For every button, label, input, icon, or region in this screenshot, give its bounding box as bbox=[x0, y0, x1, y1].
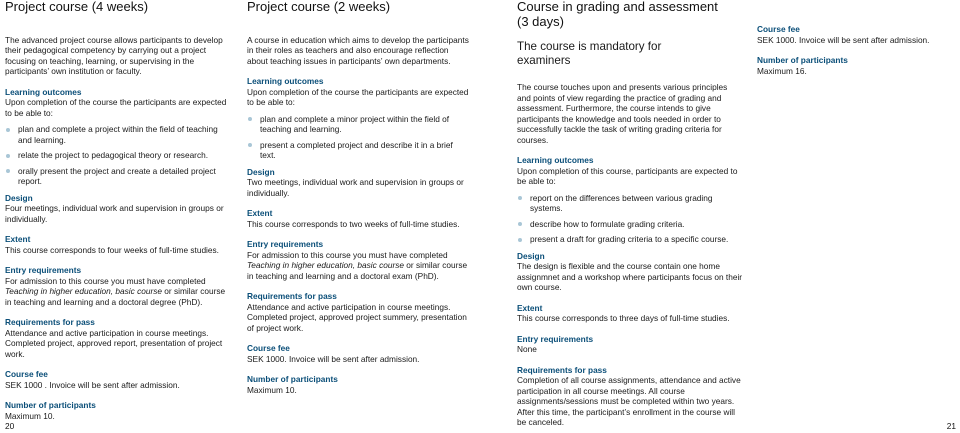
section-text: Completion of all course assignments, attendance and active participation in all course meetings. All course assignments/sessions must be completed within two years. After this time, the participant’s enrollment in the course will be canceled. bbox=[517, 375, 741, 427]
outcomes-list bbox=[5, 124, 233, 187]
outcomes-list bbox=[247, 114, 469, 161]
extent-section bbox=[5, 234, 233, 255]
section-text: For admission to this course you must have completed Teaching in higher education, basic course or similar course in teaching and learning and a doctoral degree (PhD). bbox=[5, 275, 226, 307]
section-text: Maximum 10. bbox=[247, 384, 297, 395]
section-heading: Design bbox=[5, 192, 33, 203]
section-heading: Design bbox=[247, 166, 275, 177]
design-section bbox=[517, 251, 743, 293]
section-text: This course corresponds to four weeks of full-time studies. bbox=[5, 244, 219, 255]
bullet-icon bbox=[6, 169, 10, 173]
list-item: plan and complete a minor project within the field of teaching and learning. bbox=[247, 114, 469, 135]
entry-requirements-section bbox=[517, 334, 743, 355]
section-heading: Learning outcomes bbox=[517, 155, 594, 165]
column-project-course-2-weeks bbox=[247, 0, 469, 395]
section-heading: Entry requirements bbox=[517, 333, 594, 344]
extent-section bbox=[517, 303, 743, 324]
section-text: None bbox=[517, 344, 537, 354]
bullet-icon bbox=[6, 154, 10, 158]
section-text: Upon completion of this course, participants are expected to be able to: bbox=[517, 165, 738, 186]
entry-requirements-section bbox=[5, 265, 233, 307]
requirements-for-pass-section bbox=[247, 291, 469, 333]
bullet-icon bbox=[518, 238, 522, 242]
section-heading: Extent bbox=[247, 208, 273, 218]
page-number-right: 21 bbox=[946, 421, 956, 431]
section-heading: Requirements for pass bbox=[247, 291, 337, 301]
design-section bbox=[247, 167, 469, 199]
learning-outcomes-section bbox=[5, 87, 233, 187]
number-of-participants-section bbox=[5, 400, 233, 421]
bullet-icon bbox=[248, 117, 252, 121]
section-text: Maximum 10. bbox=[5, 410, 55, 421]
list-item: relate the project to pedagogical theory or research. bbox=[5, 150, 233, 161]
section-text: For admission to this course you must have completed Teaching in higher education, basic course or similar course in teaching and learning and a doctoral exam (PhD). bbox=[247, 249, 468, 281]
intro-paragraph: The advanced project course allows participants to develop their pedagogical competency by carrying out a project focusing on teaching, learning, or supervising in the participants’ own institution or faculty. bbox=[5, 34, 223, 76]
section-text: Maximum 16. bbox=[757, 65, 807, 76]
requirements-for-pass-section bbox=[5, 317, 233, 359]
list-item: describe how to formulate grading criteria. bbox=[517, 219, 743, 230]
section-heading: Extent bbox=[517, 302, 543, 313]
section-heading: Learning outcomes bbox=[5, 86, 82, 97]
bullet-icon bbox=[518, 222, 522, 226]
section-title: Project course (2 weeks) bbox=[247, 0, 391, 14]
section-text: Upon completion of the course the participants are expected to be able to: bbox=[247, 86, 469, 107]
section-text: Upon completion of the course the participants are expected to be able to: bbox=[5, 97, 227, 118]
bullet-icon bbox=[518, 196, 522, 200]
column-grading-fee-and-participants bbox=[757, 24, 957, 76]
number-of-participants-section bbox=[247, 374, 469, 395]
bullet-icon bbox=[6, 128, 10, 132]
column-project-course-4-weeks bbox=[5, 0, 233, 421]
section-heading: Number of participants bbox=[757, 55, 848, 65]
section-text: This course corresponds to two weeks of full-time studies. bbox=[247, 218, 460, 229]
number-of-participants-section bbox=[757, 55, 957, 76]
intro-paragraph: The course touches upon and presents various principles and points of view regarding the practice of grading and assessment. Furthermore, the course intends to give participants the knowledge and tools needed in order to successfully tackle the task of writing grading criteria for courses. bbox=[517, 82, 728, 145]
section-text: Two meetings, individual work and supervision in groups or individually. bbox=[247, 177, 464, 198]
section-text: Four meetings, individual work and supervision in groups or individually. bbox=[5, 203, 224, 224]
section-heading: Requirements for pass bbox=[5, 317, 95, 327]
section-heading: Number of participants bbox=[5, 400, 96, 410]
course-fee-section bbox=[757, 24, 957, 45]
list-item: present a draft for grading criteria to a specific course. bbox=[517, 234, 743, 245]
section-heading: Design bbox=[517, 250, 545, 261]
learning-outcomes-section bbox=[517, 155, 743, 245]
extent-section bbox=[247, 208, 469, 229]
column-grading-and-assessment bbox=[517, 0, 743, 428]
requirements-for-pass-section bbox=[517, 365, 743, 428]
section-title: Course in grading and assessment (3 days) bbox=[517, 0, 718, 29]
section-text: SEK 1000 . Invoice will be sent after admission. bbox=[5, 379, 180, 390]
section-heading: Number of participants bbox=[247, 374, 338, 384]
entry-requirements-section bbox=[247, 239, 469, 281]
bullet-icon bbox=[248, 143, 252, 147]
section-heading: Extent bbox=[5, 234, 31, 244]
section-heading: Entry requirements bbox=[247, 239, 324, 249]
course-fee-section bbox=[5, 369, 233, 390]
mandatory-notice: The course is mandatory for examiners bbox=[517, 40, 662, 67]
design-section bbox=[5, 193, 233, 225]
section-heading: Learning outcomes bbox=[247, 76, 324, 86]
section-text: Attendance and active participation in course meetings. Completed project, approved project summery, presentation of project work. bbox=[247, 301, 467, 333]
learning-outcomes-section bbox=[247, 76, 469, 161]
list-item: report on the differences between various grading systems. bbox=[517, 193, 743, 214]
page-number-left: 20 bbox=[5, 421, 15, 431]
section-heading: Course fee bbox=[757, 24, 800, 34]
list-item: present a completed project and describe it in a brief text. bbox=[247, 140, 469, 161]
section-heading: Requirements for pass bbox=[517, 364, 607, 375]
section-heading: Course fee bbox=[5, 369, 48, 379]
section-text: Attendance and active participation in course meetings. Completed project, approved report, presentation of project work. bbox=[5, 327, 223, 359]
intro-paragraph: A course in education which aims to develop the participants in their roles as teachers and also encourage reflection about teaching issues in participants’ own departments. bbox=[247, 34, 469, 66]
section-heading: Entry requirements bbox=[5, 265, 82, 275]
list-item: plan and complete a project within the field of teaching and learning. bbox=[5, 124, 233, 145]
list-item: orally present the project and create a detailed project report. bbox=[5, 166, 233, 187]
section-heading: Course fee bbox=[247, 343, 290, 353]
outcomes-list bbox=[517, 193, 743, 245]
section-text: This course corresponds to three days of full-time studies. bbox=[517, 313, 730, 323]
section-text: The design is flexible and the course contain one home assignmnet and a workshop where participants focus on their own course. bbox=[517, 261, 743, 292]
course-fee-section bbox=[247, 343, 469, 364]
section-text: SEK 1000. Invoice will be sent after admission. bbox=[247, 353, 420, 364]
section-text: SEK 1000. Invoice will be sent after admission. bbox=[757, 34, 930, 45]
section-title: Project course (4 weeks) bbox=[5, 0, 149, 14]
